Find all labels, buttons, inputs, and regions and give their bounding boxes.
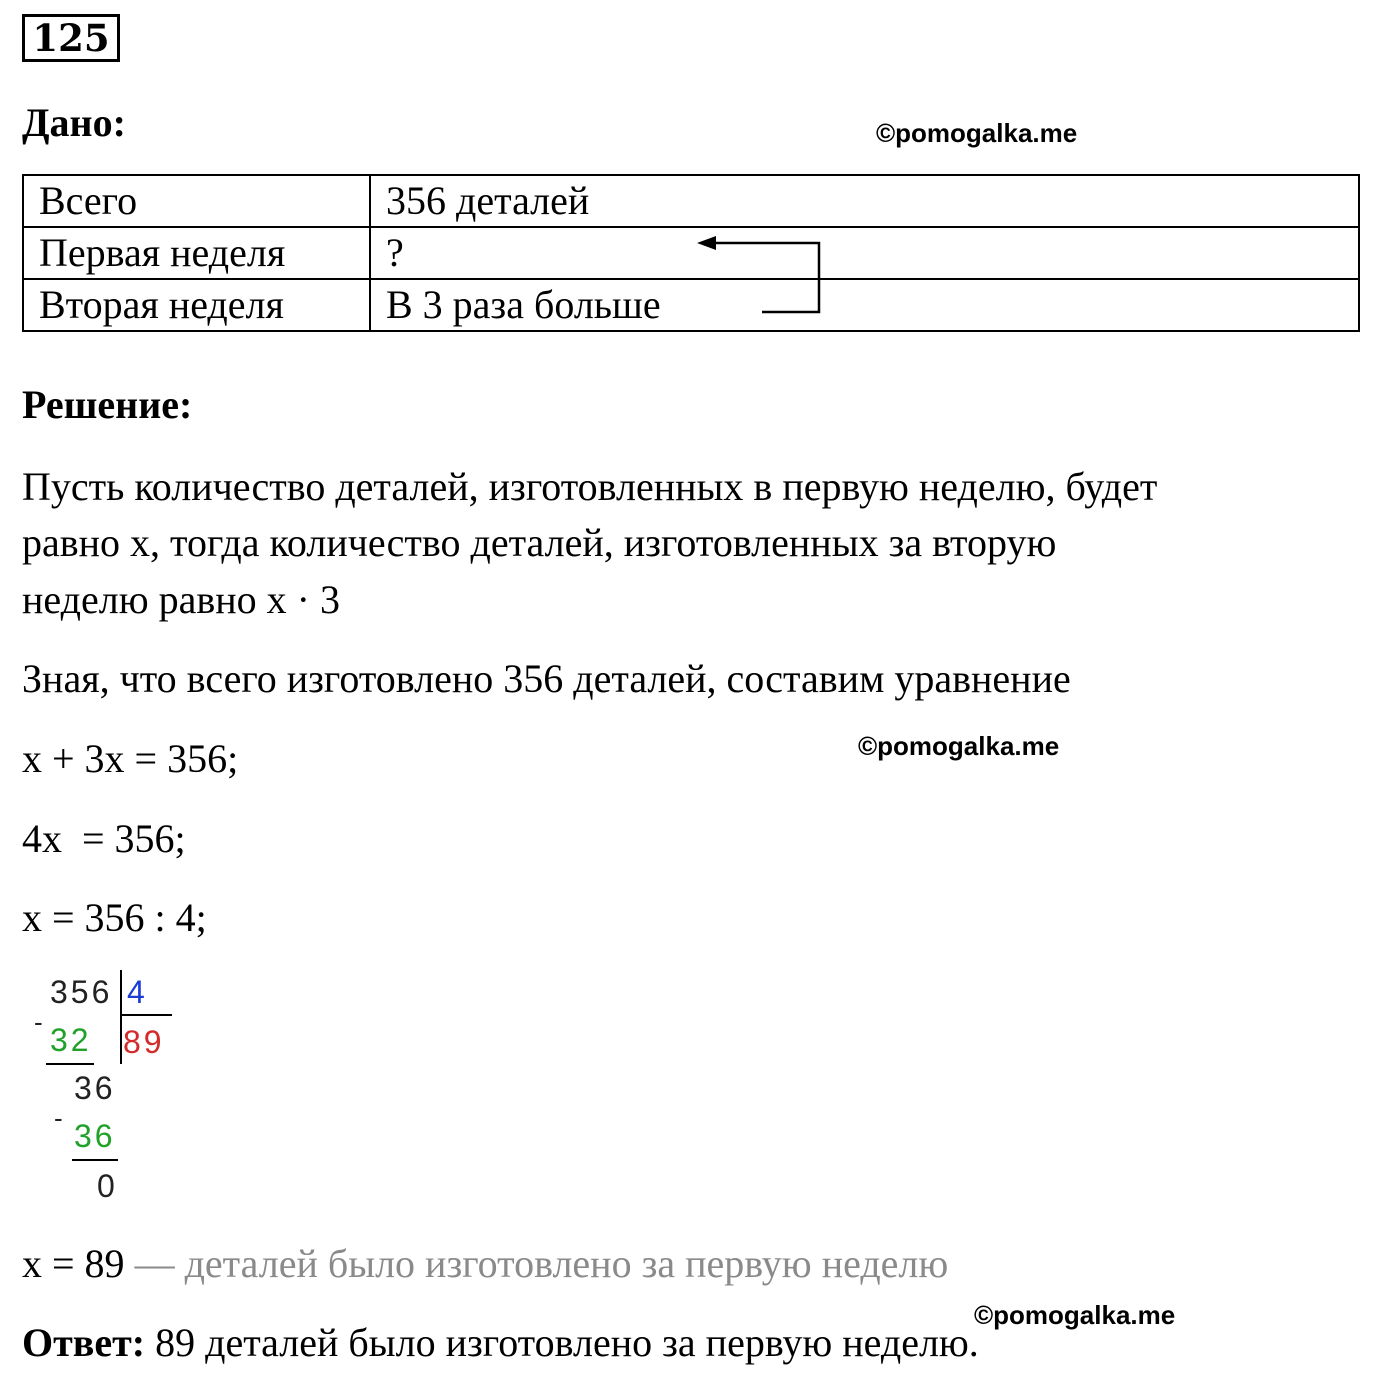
result-expression: х = 89 — [22, 1241, 125, 1286]
watermark-middle: ©pomogalka.me — [858, 731, 1060, 761]
subtract-step-1: 32 — [50, 1022, 92, 1058]
equation-2: 4х = 356; — [22, 816, 186, 861]
table-cell-label: Всего — [23, 175, 370, 227]
dividend: 356 — [50, 974, 113, 1010]
division-underline-2 — [72, 1159, 118, 1161]
answer-label: Ответ: — [22, 1320, 146, 1365]
equation-3: х = 356 : 4; — [22, 895, 207, 940]
solution-heading: Решение: — [22, 382, 193, 427]
subtract-step-2: 36 — [74, 1118, 116, 1154]
equation-1: х + 3х = 356; — [22, 736, 239, 781]
table-cell-value: ? — [370, 227, 1359, 279]
paragraph-line: Пусть количество деталей, изготовленных в первую неделю, будет — [22, 464, 1158, 509]
minus-sign: - — [34, 1007, 46, 1037]
paragraph-line: неделю равно х · 3 — [22, 577, 340, 622]
given-heading: Дано: — [22, 100, 126, 145]
long-division — [28, 968, 228, 1208]
answer-text: 89 деталей было изготовлено за первую неделю. — [145, 1320, 979, 1365]
divisor: 4 — [127, 974, 148, 1010]
quotient: 89 — [123, 1024, 165, 1060]
paragraph-line: равно х, тогда количество деталей, изготовленных за вторую — [22, 520, 1057, 565]
task-number: 125 — [22, 14, 120, 62]
division-divisor-line — [120, 1014, 172, 1016]
result-line — [22, 1235, 948, 1292]
watermark-bottom: ©pomogalka.me — [974, 1300, 1176, 1330]
minus-sign: - — [54, 1103, 66, 1133]
final-remainder: 0 — [97, 1168, 118, 1204]
answer-line — [22, 1314, 979, 1371]
division-underline-1 — [46, 1063, 94, 1065]
watermark-top: ©pomogalka.me — [876, 118, 1078, 148]
table-cell-value: 356 деталей — [370, 175, 1359, 227]
table-cell-label: Первая неделя — [23, 227, 370, 279]
result-explanation: — деталей было изготовлено за первую неделю — [124, 1241, 949, 1286]
remainder-step-2: 36 — [74, 1070, 116, 1106]
table-cell-label: Вторая неделя — [23, 279, 370, 331]
relation-arrow — [0, 0, 1400, 340]
table-cell-value: В 3 раза больше — [370, 279, 1359, 331]
equation-intro: Зная, что всего изготовлено 356 деталей, составим уравнение — [22, 656, 1071, 701]
division-vertical-line — [120, 970, 122, 1064]
